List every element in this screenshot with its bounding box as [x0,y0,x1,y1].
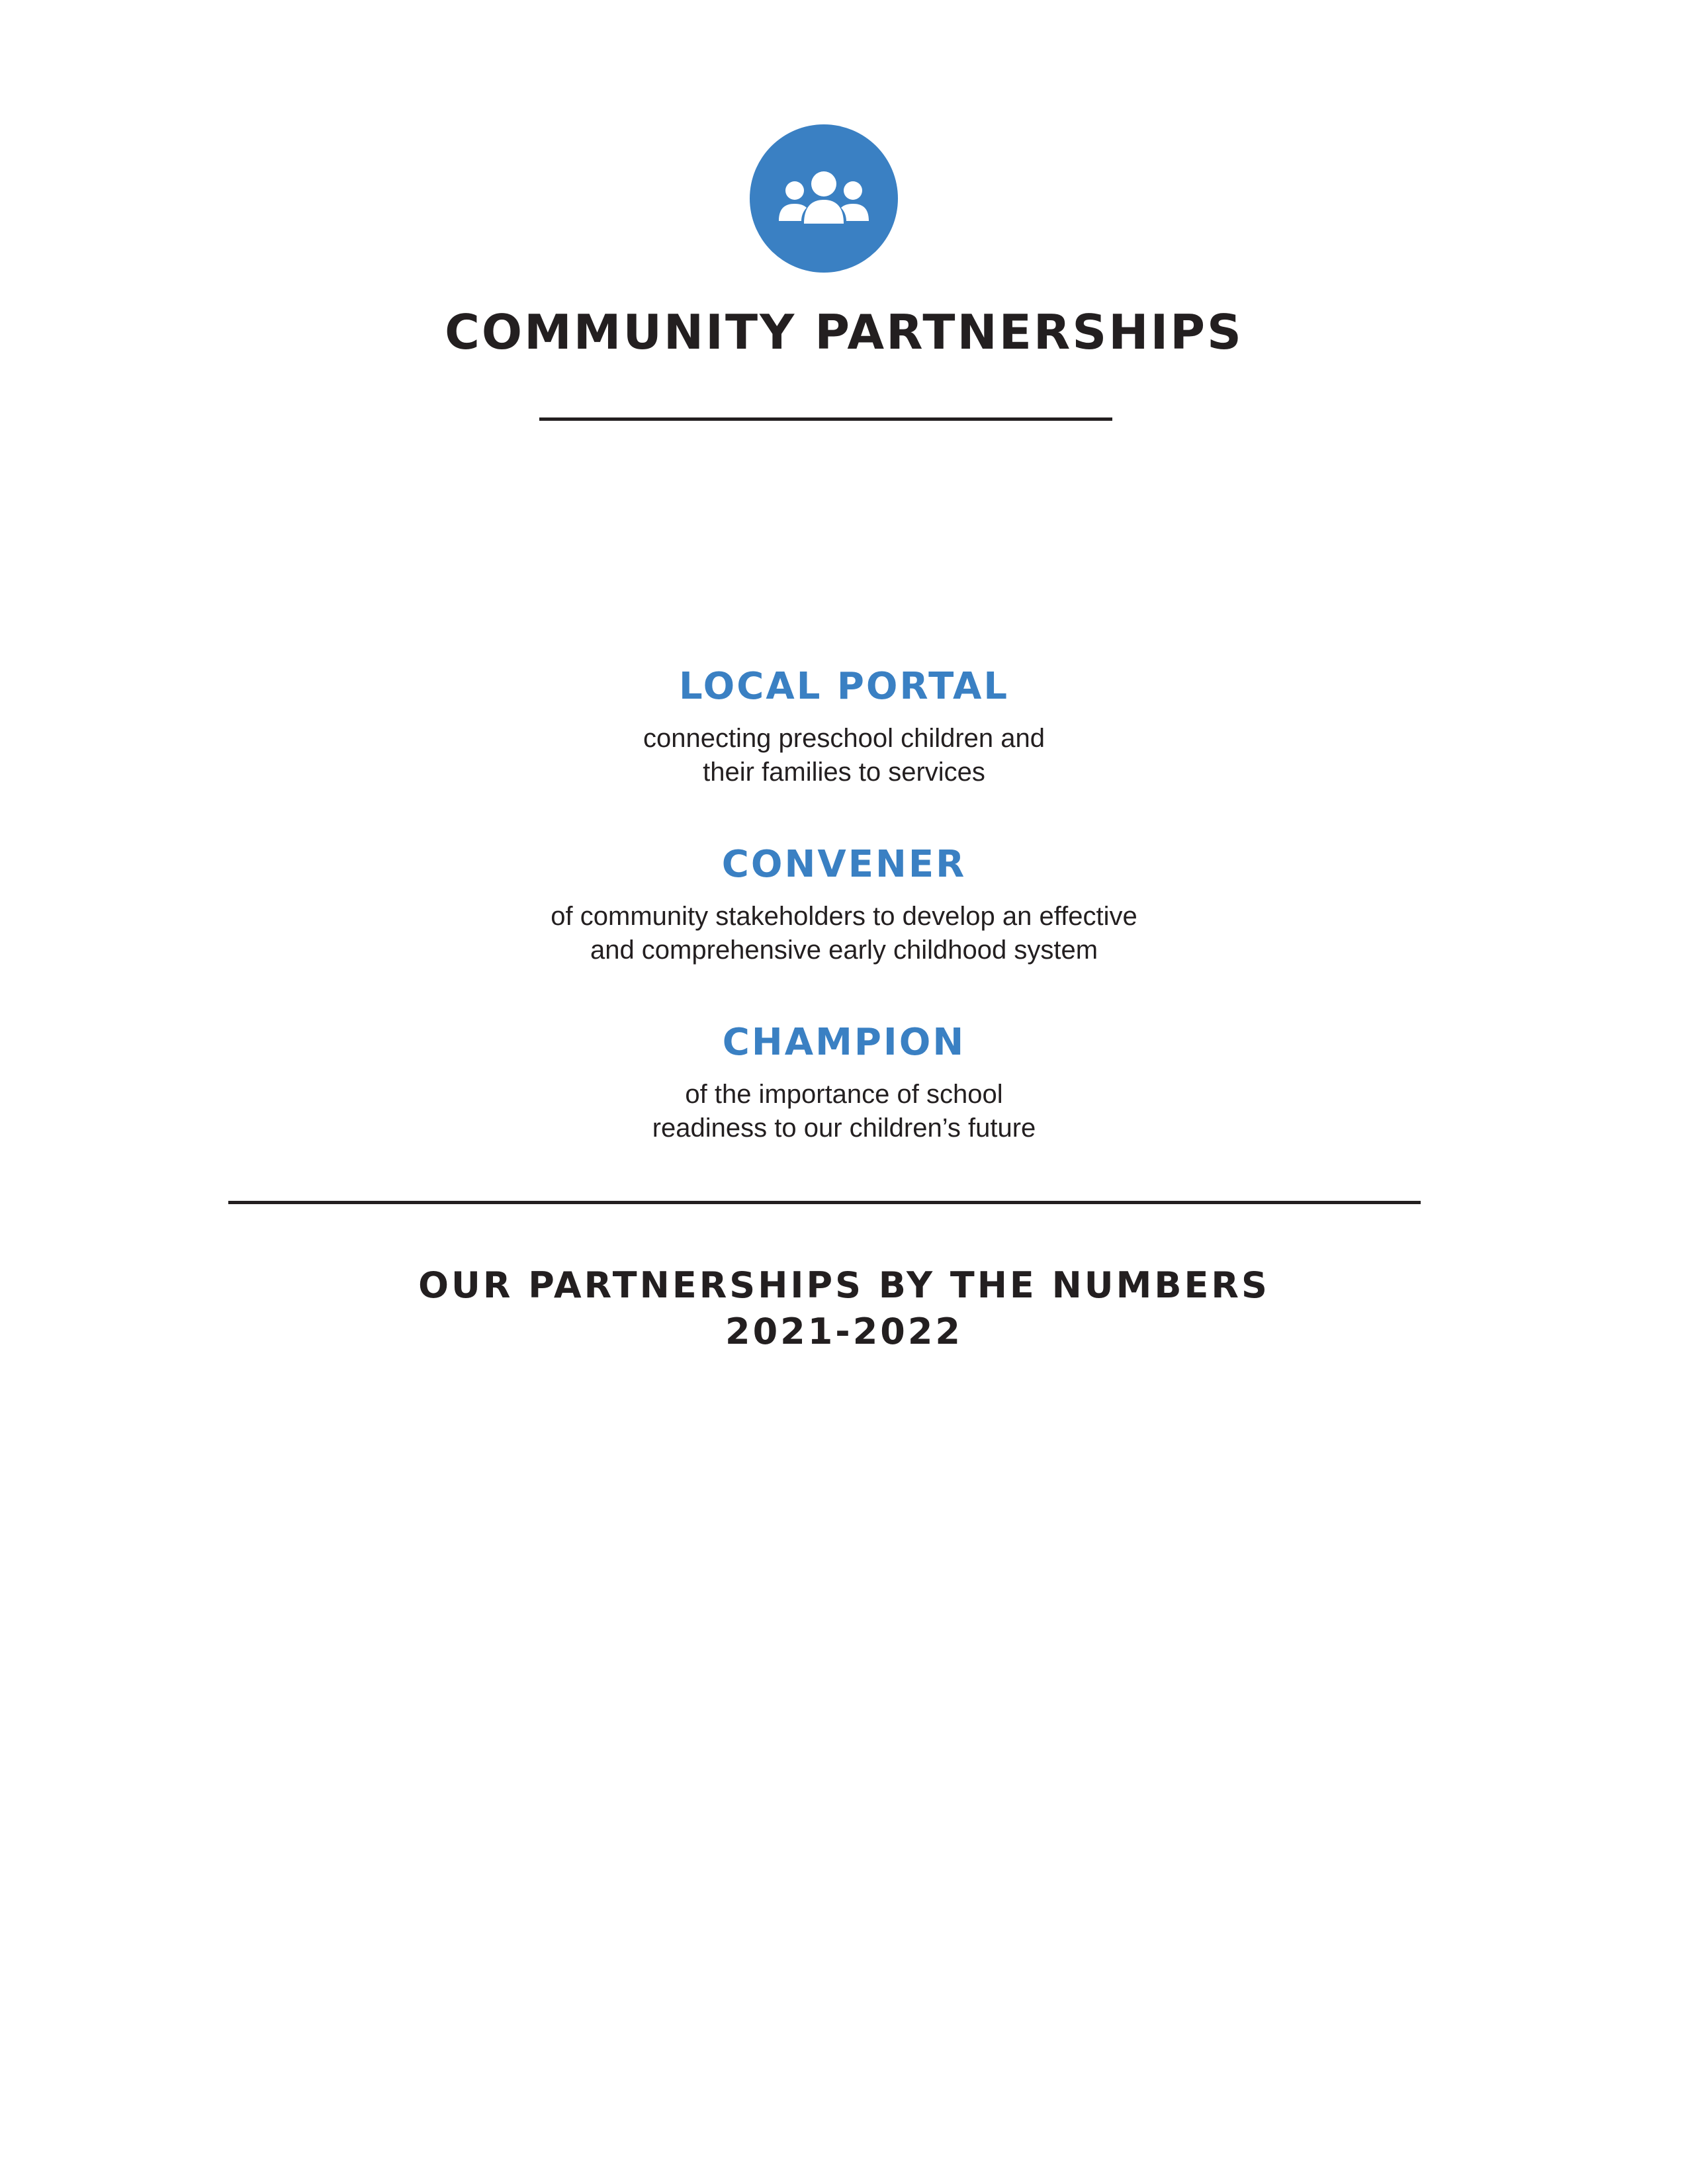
community-group-icon [777,171,870,224]
section-divider [228,1201,1421,1204]
community-icon-badge [750,124,898,273]
page-title: COMMUNITY PARTNERSHIPS [445,304,1243,360]
role-description-line: of the importance of school [685,1080,1003,1109]
title-divider [539,417,1112,421]
role-description-champion [0,1078,1688,1145]
role-description-line: of community stakeholders to develop an effective [551,902,1137,931]
role-description-local-portal [0,722,1688,789]
role-description-convener [0,900,1688,967]
role-heading-local-portal: LOCAL PORTAL [678,665,1010,708]
role-description-line: and comprehensive early childhood system [590,936,1098,965]
role-description-line: connecting preschool children and [643,724,1045,753]
role-description-line: readiness to our children’s future [652,1114,1036,1143]
role-description-line: their families to services [703,758,985,787]
numbers-section-heading [0,1262,1688,1355]
numbers-heading-title: OUR PARTNERSHIPS BY THE NUMBERS [418,1264,1270,1306]
role-heading-champion: CHAMPION [722,1021,966,1064]
role-heading-convener: CONVENER [721,843,967,886]
numbers-heading-year: 2021-2022 [725,1311,963,1352]
